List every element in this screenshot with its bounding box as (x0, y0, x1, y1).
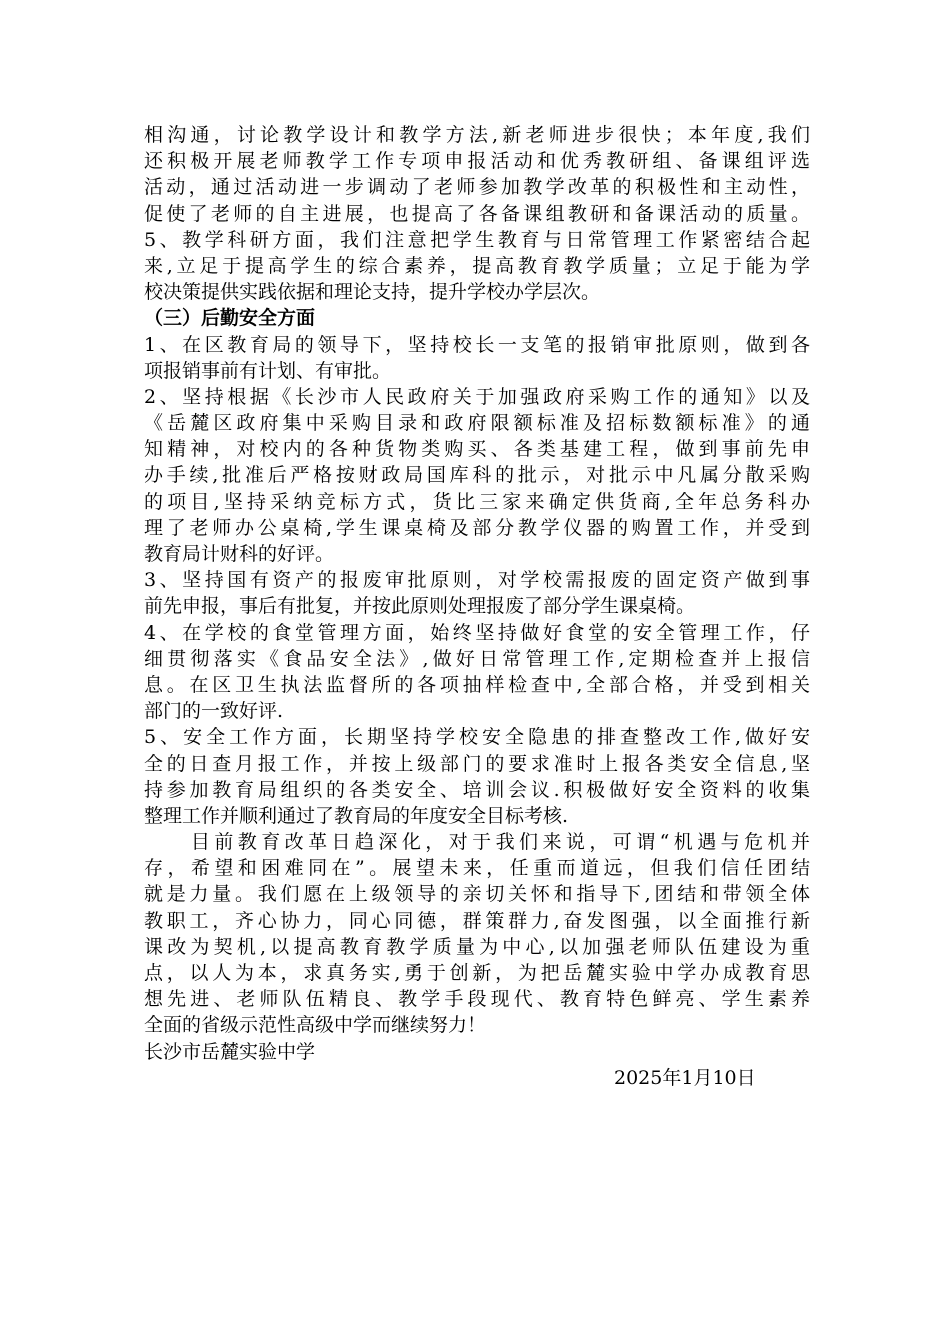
body-line: 的项目,坚持采纳竞标方式，货比三家来确定供货商,全年总务科办 (144, 490, 810, 513)
body-line: 细贯彻落实《食品安全法》,做好日常管理工作,定期检查并上报信 (144, 647, 810, 670)
body-line: 理了老师办公桌椅,学生课桌椅及部分教学仪器的购置工作，并受到 (144, 516, 810, 539)
body-line: 4、在学校的食堂管理方面，始终坚持做好食堂的安全管理工作，仔 (144, 621, 810, 644)
body-line: 全面的省级示范性高级中学而继续努力！ (144, 1014, 487, 1037)
body-line: 5、教学科研方面，我们注意把学生教育与日常管理工作紧密结合起 (144, 228, 810, 251)
body-line: 教育局计财科的好评。 (144, 543, 335, 565)
body-line: 还积极开展老师教学工作专项申报活动和优秀教研组、备课组评选 (144, 150, 810, 173)
body-line: 持参加教育局组织的各类安全、培训会议.积极做好安全资料的收集 (144, 778, 810, 801)
body-line: 相沟通，讨论教学设计和教学方法,新老师进步很快；本年度,我们 (144, 124, 810, 146)
body-line: 前先申报，事后有批复，并按此原则处理报废了部分学生课桌椅。 (144, 595, 696, 618)
body-line: 来,立足于提高学生的综合素养，提高教育教学质量；立足于能为学 (144, 254, 810, 277)
body-line: 《岳麓区政府集中采购目录和政府限额标准及招标数额标准》的通 (144, 412, 810, 435)
body-line: 课改为契机,以提高教育教学质量为中心,以加强老师队伍建设为重 (144, 935, 810, 958)
document-date: 2025年1月10日 (614, 1066, 756, 1089)
body-line: 息。在区卫生执法监督所的各项抽样检查中,全部合格，并受到相关 (144, 673, 810, 696)
section-heading: （三）后勤安全方面 (144, 307, 316, 330)
organization-signature: 长沙市岳麓实验中学 (144, 1040, 316, 1063)
body-line: 项报销事前有计划、有审批。 (144, 359, 392, 382)
body-line: 整理工作并顺利通过了教育局的年度安全目标考核. (144, 804, 569, 827)
body-line: 促使了老师的自主进展，也提高了各备课组教研和备课活动的质量。 (144, 202, 810, 225)
body-line: 知精神，对校内的各种货物类购买、各类基建工程，做到事前先申 (144, 438, 810, 461)
body-line: 1、在区教育局的领导下，坚持校长一支笔的报销审批原则，做到各 (144, 333, 810, 356)
body-line: 就是力量。我们愿在上级领导的亲切关怀和指导下,团结和带领全体 (144, 883, 810, 906)
body-line: 5、安全工作方面，长期坚持学校安全隐患的排查整改工作,做好安 (144, 726, 810, 749)
body-line: 部门的一致好评. (144, 700, 284, 723)
body-line: 想先进、老师队伍精良、教学手段现代、教育特色鲜亮、学生素养 (144, 988, 810, 1011)
body-line: 活动，通过活动进一步调动了老师参加教学改革的积极性和主动性， (144, 176, 810, 199)
body-line: 全的日查月报工作，并按上级部门的要求准时上报各类安全信息,坚 (144, 752, 810, 775)
body-line: 点，以人为本，求真务实,勇于创新，为把岳麓实验中学办成教育思 (144, 962, 810, 984)
body-line: 目前教育改革日趋深化，对于我们来说，可谓“机遇与危机并 (144, 831, 810, 854)
body-line: 教职工，齐心协力，同心同德，群策群力,奋发图强，以全面推行新 (144, 909, 810, 932)
body-line: 办手续,批准后严格按财政局国库科的批示，对批示中凡属分散采购 (144, 464, 810, 487)
body-line: 3、坚持国有资产的报废审批原则，对学校需报废的固定资产做到事 (144, 569, 810, 592)
body-line: 2、坚持根据《长沙市人民政府关于加强政府采购工作的通知》以及 (144, 385, 810, 408)
body-line: 存，希望和困难同在”。展望未来，任重而道远，但我们信任团结 (144, 857, 810, 880)
document-page (144, 122, 810, 1091)
body-line: 校决策提供实践依据和理论支持，提升学校办学层次。 (144, 281, 601, 304)
